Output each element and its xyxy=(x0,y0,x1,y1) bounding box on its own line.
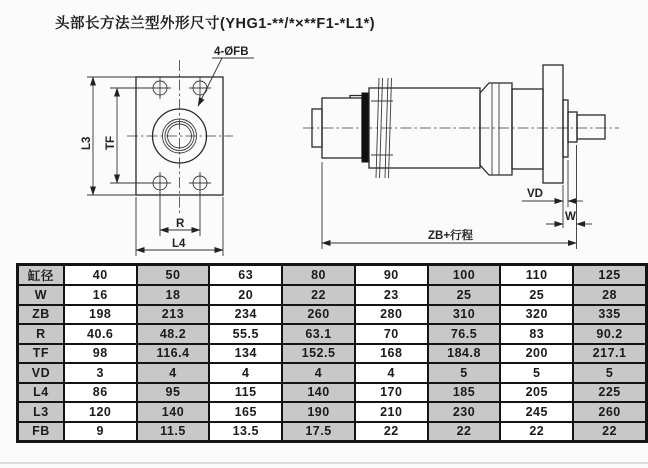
table-cell: 50 xyxy=(137,265,210,286)
table-cell: 280 xyxy=(355,305,428,325)
table-cell: 25 xyxy=(428,285,501,305)
table-cell: 3 xyxy=(64,363,137,383)
table-cell: 5 xyxy=(500,363,573,383)
table-cell: 4 xyxy=(137,363,210,383)
table-cell: 70 xyxy=(355,324,428,344)
table-cell: 55.5 xyxy=(209,324,282,344)
table-cell: 48.2 xyxy=(137,324,210,344)
table-cell: 22 xyxy=(500,422,573,442)
table-cell: 22 xyxy=(282,285,355,305)
dim-w-label: W xyxy=(565,211,576,223)
table-cell: 230 xyxy=(428,402,501,422)
dim-l3-label: L3 xyxy=(81,136,93,150)
row-header-cell: ZB xyxy=(18,305,64,325)
table-cell: 116.4 xyxy=(137,344,210,364)
o-ring-band xyxy=(362,93,369,162)
table-cell: 22 xyxy=(355,422,428,442)
table-cell: 205 xyxy=(500,383,573,403)
table-cell: 134 xyxy=(209,344,282,364)
row-header-cell: FB xyxy=(18,422,64,442)
table-cell: 234 xyxy=(209,305,282,325)
table-cell: 165 xyxy=(209,402,282,422)
cylinder-side-view xyxy=(303,65,619,249)
row-header-cell: R xyxy=(18,324,64,344)
table-row xyxy=(18,324,647,344)
table-row xyxy=(18,402,647,422)
table-cell: 80 xyxy=(282,265,355,286)
table-cell: 140 xyxy=(282,383,355,403)
dim-tf-label: TF xyxy=(105,135,117,150)
dim-vd-label: VD xyxy=(527,188,543,200)
table-cell: 90.2 xyxy=(573,324,646,344)
table-cell: 310 xyxy=(428,305,501,325)
row-header-cell: 缸径 xyxy=(18,265,64,286)
table-cell: 120 xyxy=(64,402,137,422)
table-cell: 4 xyxy=(282,363,355,383)
table-cell: 9 xyxy=(64,422,137,442)
table-cell: 13.5 xyxy=(209,422,282,442)
table-row xyxy=(18,422,647,442)
table-cell: 28 xyxy=(573,285,646,305)
table-cell: 260 xyxy=(282,305,355,325)
table-cell: 217.1 xyxy=(573,344,646,364)
table-cell: 5 xyxy=(428,363,501,383)
table-cell: 90 xyxy=(355,265,428,286)
table-row xyxy=(18,285,647,305)
table-cell: 320 xyxy=(500,305,573,325)
bolt-holes xyxy=(149,77,211,194)
table-cell: 95 xyxy=(137,383,210,403)
row-header-cell: VD xyxy=(18,363,64,383)
table-cell: 100 xyxy=(428,265,501,286)
table-row xyxy=(18,363,647,383)
table-row xyxy=(18,383,647,403)
table-cell: 17.5 xyxy=(282,422,355,442)
table-cell: 16 xyxy=(64,285,137,305)
table-cell: 22 xyxy=(428,422,501,442)
dim-zb-label: ZB+行程 xyxy=(428,230,474,242)
table-cell: 98 xyxy=(64,344,137,364)
table-cell: 200 xyxy=(500,344,573,364)
table-cell: 4 xyxy=(209,363,282,383)
spec-table-body xyxy=(18,265,647,442)
table-cell: 152.5 xyxy=(282,344,355,364)
table-cell: 40 xyxy=(64,265,137,286)
table-cell: 335 xyxy=(573,305,646,325)
row-header-cell: L4 xyxy=(18,383,64,403)
table-cell: 168 xyxy=(355,344,428,364)
table-cell: 198 xyxy=(64,305,137,325)
table-cell: 210 xyxy=(355,402,428,422)
table-cell: 22 xyxy=(573,422,646,442)
table-cell: 125 xyxy=(573,265,646,286)
table-cell: 213 xyxy=(137,305,210,325)
table-cell: 63 xyxy=(209,265,282,286)
table-cell: 83 xyxy=(500,324,573,344)
table-cell: 23 xyxy=(355,285,428,305)
dim-l4-label: L4 xyxy=(172,238,186,250)
table-cell: 260 xyxy=(573,402,646,422)
row-header-cell: TF xyxy=(18,344,64,364)
table-cell: 245 xyxy=(500,402,573,422)
hole-callout-label: 4-ØFB xyxy=(214,46,249,58)
table-cell: 5 xyxy=(573,363,646,383)
table-cell: 11.5 xyxy=(137,422,210,442)
table-row xyxy=(18,305,647,325)
page-title: 头部长方法兰型外形尺寸(YHG1-**/*×**F1-*L1*) xyxy=(55,16,376,32)
table-cell: 190 xyxy=(282,402,355,422)
table-cell: 225 xyxy=(573,383,646,403)
table-cell: 86 xyxy=(64,383,137,403)
table-cell: 170 xyxy=(355,383,428,403)
table-cell: 185 xyxy=(428,383,501,403)
table-row xyxy=(18,265,647,286)
table-cell: 18 xyxy=(137,285,210,305)
page-edge-line xyxy=(0,462,648,464)
dim-r-label: R xyxy=(176,218,185,230)
table-cell: 140 xyxy=(137,402,210,422)
table-cell: 184.8 xyxy=(428,344,501,364)
table-cell: 20 xyxy=(209,285,282,305)
table-cell: 76.5 xyxy=(428,324,501,344)
table-cell: 4 xyxy=(355,363,428,383)
table-row xyxy=(18,344,647,364)
table-cell: 110 xyxy=(500,265,573,286)
flange-front-view xyxy=(81,46,254,256)
spec-table xyxy=(16,263,648,443)
table-cell: 63.1 xyxy=(282,324,355,344)
table-cell: 115 xyxy=(209,383,282,403)
table-cell: 25 xyxy=(500,285,573,305)
row-header-cell: L3 xyxy=(18,402,64,422)
table-cell: 40.6 xyxy=(64,324,137,344)
row-header-cell: W xyxy=(18,285,64,305)
